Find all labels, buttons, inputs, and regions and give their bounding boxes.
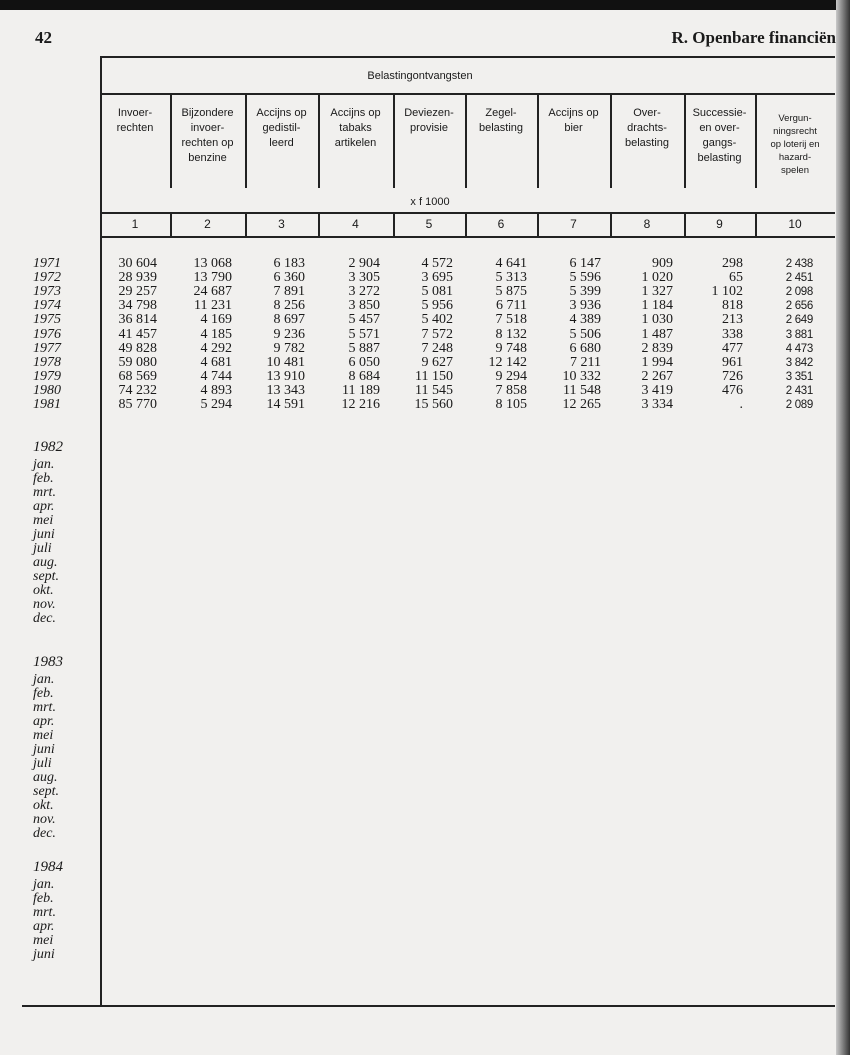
table-cell: .	[739, 397, 743, 412]
month-label: mei	[33, 728, 54, 743]
colnum-bottom-rule	[100, 236, 835, 238]
table-cell: 5 399	[569, 284, 601, 300]
table-cell: 213	[722, 312, 743, 328]
table-cell: 9 782	[273, 340, 305, 356]
table-cell: 726	[722, 368, 743, 384]
month-label: juni	[33, 527, 55, 542]
table-cell: 8 256	[273, 298, 305, 314]
row-year: 1972	[33, 270, 61, 286]
table-cell: 6 050	[348, 354, 380, 370]
column-number: 8	[643, 217, 651, 231]
table-cell: 818	[722, 298, 743, 314]
table-cell: 11 189	[342, 382, 380, 398]
column-header: Deviezen- provisie	[404, 107, 454, 134]
table-cell: 4 169	[200, 312, 232, 328]
column-header: Zegel- belasting	[478, 107, 524, 134]
month-label: sept.	[33, 784, 60, 799]
table-cell: 4 641	[495, 256, 527, 271]
table-cell: 8 132	[495, 326, 527, 342]
table-cell: 1 487	[641, 326, 673, 342]
table-cell: 5 887	[348, 340, 380, 356]
table-cell: 1 994	[641, 354, 673, 370]
table-cell: 3 305	[348, 270, 380, 286]
month-label: dec.	[33, 826, 56, 841]
header-rule	[100, 93, 835, 95]
table-cell: 298	[722, 256, 743, 271]
table-cell: 2 839	[641, 340, 673, 356]
row-year: 1980	[33, 382, 61, 398]
table-cell: 68 569	[118, 368, 157, 384]
column-header: Invoer- rechten	[116, 107, 154, 134]
month-label: juni	[33, 947, 55, 962]
month-label: okt.	[33, 798, 54, 813]
table-cell: 7 518	[495, 312, 527, 328]
table-cell: 3 272	[348, 284, 380, 300]
row-year: 1971	[33, 256, 61, 271]
table-cell: 5 596	[569, 270, 601, 286]
table-cell: 476	[722, 382, 743, 398]
table-cell: 4 185	[200, 326, 232, 342]
column-header: Accijns op bier	[548, 107, 599, 134]
month-label: juli	[33, 756, 52, 771]
table-cell: 2 904	[348, 256, 380, 271]
table-cell: 338	[722, 326, 743, 342]
month-label: dec.	[33, 611, 56, 626]
month-label: feb.	[33, 471, 54, 486]
table-cell: 6 680	[569, 340, 601, 356]
table-cell: 10 481	[266, 354, 305, 370]
table-cell: 2 649	[785, 314, 813, 327]
table-cell: 5 402	[421, 312, 453, 328]
month-label: feb.	[33, 891, 54, 906]
table-cell: 2 656	[785, 300, 813, 313]
table-cell: 8 684	[348, 368, 380, 384]
table-cell: 909	[652, 256, 673, 271]
table-cell: 1 020	[641, 270, 673, 286]
table-cell: 1 102	[711, 284, 743, 300]
month-label: apr.	[33, 499, 55, 514]
table-cell: 2 451	[785, 272, 813, 285]
table-cell: 13 343	[266, 382, 305, 398]
table-cell: 9 748	[495, 340, 527, 356]
colnum-top-rule	[100, 212, 835, 214]
table-cell: 5 956	[421, 298, 453, 314]
table-cell: 49 828	[118, 340, 157, 356]
table-cell: 12 216	[341, 397, 380, 412]
table-cell: 3 936	[569, 298, 601, 314]
table-cell: 10 332	[562, 368, 601, 384]
row-year: 1981	[33, 397, 61, 412]
row-year: 1977	[33, 340, 61, 356]
table-cell: 74 232	[118, 382, 157, 398]
scan-binding-shadow	[836, 0, 850, 1055]
table-cell: 9 294	[495, 368, 527, 384]
scan-top-edge	[0, 0, 850, 10]
month-label: okt.	[33, 583, 54, 598]
table-cell: 5 506	[569, 326, 601, 342]
table-cell: 12 142	[488, 354, 527, 370]
table-left-rule	[100, 56, 102, 1006]
table-cell: 11 231	[194, 298, 232, 314]
table-bottom-rule	[22, 1005, 835, 1007]
table-cell: 6 360	[273, 270, 305, 286]
table-cell: 65	[729, 270, 743, 286]
column-number: 3	[278, 217, 285, 231]
table-cell: 36 814	[118, 312, 157, 328]
month-label: mei	[33, 513, 54, 528]
column-number: 6	[497, 217, 505, 231]
month-label: apr.	[33, 919, 55, 934]
table-cell: 3 881	[785, 328, 813, 341]
table-cell: 9 236	[273, 326, 305, 342]
table-cell: 6 183	[273, 256, 305, 271]
table-cell: 5 081	[421, 284, 453, 300]
table-top-rule	[100, 56, 835, 58]
column-number: 4	[352, 217, 359, 231]
month-label: juli	[33, 541, 52, 556]
row-year: 1979	[33, 368, 61, 384]
table-cell: 13 910	[266, 368, 305, 384]
column-number: 9	[716, 217, 723, 231]
table-cell: 2 267	[641, 368, 673, 384]
month-label: sept.	[33, 569, 60, 584]
table-cell: 3 351	[785, 370, 813, 383]
table-cell: 59 080	[118, 354, 157, 370]
table-cell: 11 150	[415, 368, 453, 384]
column-number: 5	[425, 217, 433, 231]
row-year: 1975	[33, 312, 61, 328]
column-header: Successie- en over- gangs- belasting	[692, 107, 747, 164]
table-cell: 41 457	[118, 326, 157, 342]
table-cell: 11 548	[563, 382, 601, 398]
table-cell: 7 891	[273, 284, 305, 300]
month-label: aug.	[33, 555, 58, 570]
column-header: Accijns op tabaks artikelen	[330, 107, 381, 149]
column-number: 7	[570, 217, 577, 231]
column-header: Accijns op gedistil- leerd	[256, 107, 307, 149]
table-cell: 13 068	[193, 256, 232, 271]
table-cell: 3 419	[641, 382, 673, 398]
column-header: Vergun- ningsrecht op loterij en hazard- spelen	[770, 113, 820, 176]
column-number: 10	[788, 217, 802, 231]
month-label: mrt.	[33, 905, 56, 920]
table-cell: 4 389	[569, 312, 601, 328]
column-number: 2	[204, 217, 211, 231]
table-cell: 30 604	[118, 256, 157, 271]
table-cell: 4 292	[200, 340, 232, 356]
table-cell: 85 770	[118, 397, 157, 412]
table-cell: 5 313	[495, 270, 527, 286]
month-label: nov.	[33, 812, 56, 827]
table-cell: 6 711	[496, 298, 527, 314]
table-cell: 4 744	[200, 368, 232, 384]
month-label: jan.	[33, 672, 55, 687]
table-cell: 12 265	[562, 397, 601, 412]
table-cell: 2 089	[785, 399, 813, 411]
column-header: Bijzondere invoer- rechten op benzine	[181, 107, 234, 164]
unit-label: x f 1000	[410, 196, 450, 208]
table-cell: 5 875	[495, 284, 527, 300]
table-cell: 961	[722, 354, 743, 370]
column-header: Over- drachts- belasting	[624, 107, 670, 149]
row-year: 1973	[33, 284, 61, 300]
table-cell: 7 211	[570, 354, 601, 370]
row-year: 1974	[33, 298, 61, 314]
table-cell: 8 697	[273, 312, 305, 328]
table-cell: 2 098	[785, 286, 813, 299]
table-cell: 2 431	[785, 384, 813, 397]
table-title: Belastingontvangsten	[367, 70, 473, 82]
table-cell: 7 572	[421, 326, 453, 342]
month-label: mrt.	[33, 485, 56, 500]
table-cell: 8 105	[495, 397, 527, 412]
table-cell: 1 327	[641, 284, 673, 300]
month-label: jan.	[33, 457, 55, 472]
table-cell: 3 334	[641, 397, 673, 412]
table-cell: 7 858	[495, 382, 527, 398]
month-label: feb.	[33, 686, 54, 701]
table-cell: 28 939	[118, 270, 157, 286]
month-label: jan.	[33, 877, 55, 892]
table-cell: 29 257	[118, 284, 157, 300]
table-cell: 5 457	[348, 312, 380, 328]
chapter-title: R. Openbare financiën	[671, 28, 836, 47]
table-cell: 34 798	[118, 298, 157, 314]
table-cell: 3 850	[348, 298, 380, 314]
group-year: 1982	[33, 439, 63, 455]
table-cell: 4 893	[200, 382, 232, 398]
table-cell: 3 842	[785, 356, 813, 369]
table-cell: 6 147	[569, 256, 601, 271]
table-cell: 4 572	[421, 256, 453, 271]
table-cell: 11 545	[415, 382, 453, 398]
group-year: 1983	[33, 654, 63, 670]
table-cell: 14 591	[266, 397, 305, 412]
month-label: apr.	[33, 714, 55, 729]
table-cell: 1 184	[641, 298, 673, 314]
table-cell: 477	[722, 340, 743, 356]
month-label: nov.	[33, 597, 56, 612]
month-label: mei	[33, 933, 54, 948]
table-cell: 7 248	[421, 340, 453, 356]
table-cell: 15 560	[414, 397, 453, 412]
column-number: 1	[131, 217, 139, 231]
row-year: 1978	[33, 354, 61, 370]
table-cell: 5 294	[200, 397, 232, 412]
table-cell: 24 687	[193, 284, 232, 300]
table-cell: 3 695	[421, 270, 453, 286]
month-label: aug.	[33, 770, 58, 785]
table-cell: 2 438	[785, 258, 813, 270]
page-number: 42	[35, 28, 52, 47]
table-cell: 4 681	[200, 354, 232, 370]
month-label: mrt.	[33, 700, 56, 715]
table-cell: 9 627	[421, 354, 453, 370]
table-cell: 4 473	[785, 342, 813, 355]
table-cell: 1 030	[641, 312, 673, 328]
month-label: juni	[33, 742, 55, 757]
group-year: 1984	[33, 859, 63, 875]
table-cell: 5 571	[348, 326, 380, 342]
table-cell: 13 790	[193, 270, 232, 286]
row-year: 1976	[33, 326, 61, 342]
